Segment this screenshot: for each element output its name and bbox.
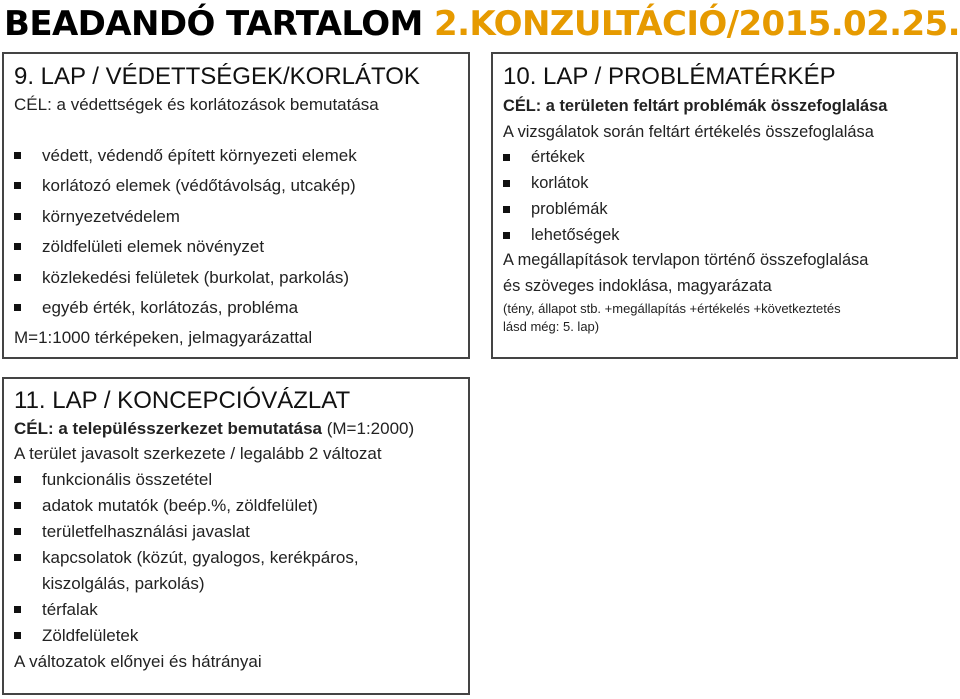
list-item: zöldfelületi elemek növényzet bbox=[14, 232, 468, 262]
sheet-10-note-2: lásd még: 5. lap) bbox=[503, 318, 600, 334]
list-item: területfelhasználási javaslat bbox=[14, 519, 468, 545]
sheet-10-list bbox=[503, 145, 956, 248]
sheet-10-summary-line-1: A megállapítások tervlapon történő összefoglalása bbox=[503, 251, 869, 270]
sheet-10-goal bbox=[503, 94, 956, 120]
slide-title bbox=[4, 0, 960, 48]
sheet-9-box bbox=[2, 52, 470, 359]
list-item: lehetőségek bbox=[503, 223, 956, 249]
sheet-9-goal: CÉL: a védettségek és korlátozások bemutatása bbox=[14, 95, 379, 114]
sheet-11-list bbox=[14, 467, 468, 649]
list-item: kapcsolatok (közút, gyalogos, kerékpáros, kiszolgálás, parkolás) bbox=[14, 545, 422, 597]
sheet-10-box bbox=[491, 52, 958, 359]
sheet-10-heading: 10. LAP / PROBLÉMATÉRKÉP bbox=[503, 63, 836, 90]
sheet-11-goal-scale: (M=1:2000) bbox=[322, 419, 415, 438]
list-item: közlekedési felületek (burkolat, parkolás) bbox=[14, 263, 468, 293]
list-item: korlátozó elemek (védőtávolság, utcakép) bbox=[14, 171, 468, 201]
list-item: védett, védendő épített környezeti elemek bbox=[14, 141, 468, 171]
sheet-10-note-1: (tény, állapot stb. +megállapítás +értékelés +következtetés bbox=[503, 300, 841, 316]
list-item: környezetvédelem bbox=[14, 202, 468, 232]
sheet-9-heading: 9. LAP / VÉDETTSÉGEK/KORLÁTOK bbox=[14, 63, 420, 90]
list-item: problémák bbox=[503, 197, 956, 223]
sheet-11-intro: A terület javasolt szerkezete / legalább 2 változat bbox=[14, 444, 382, 463]
sheet-11-goal-bold: CÉL: a településszerkezet bemutatása bbox=[14, 419, 323, 438]
sheet-11-footer: A változatok előnyei és hátrányai bbox=[14, 652, 262, 671]
sheet-10-goal-text: CÉL: a területen feltárt problémák összefoglalása bbox=[503, 97, 888, 115]
sheet-10-summary-line-2: és szöveges indoklása, magyarázata bbox=[503, 276, 772, 295]
sheet-10-intro: A vizsgálatok során feltárt értékelés összefoglalása bbox=[503, 122, 874, 141]
list-item: Zöldfelületek bbox=[14, 623, 468, 649]
sheet-9-footer: M=1:1000 térképeken, jelmagyarázattal bbox=[14, 328, 313, 348]
list-item: egyéb érték, korlátozás, probléma bbox=[14, 293, 468, 323]
list-item: térfalak bbox=[14, 597, 468, 623]
slide-title-main: BEADANDÓ TARTALOM bbox=[4, 4, 423, 44]
list-item: adatok mutatók (beép.%, zöldfelület) bbox=[14, 493, 468, 519]
sheet-11-box bbox=[2, 377, 470, 695]
list-item: funkcionális összetétel bbox=[14, 467, 468, 493]
sheet-11-goal bbox=[14, 416, 468, 441]
sheet-11-heading: 11. LAP / KONCEPCIÓVÁZLAT bbox=[14, 387, 351, 414]
sheet-9-list bbox=[14, 141, 468, 323]
slide-title-date: 2.KONZULTÁCIÓ/2015.02.25. bbox=[434, 4, 960, 44]
list-item: értékek bbox=[503, 145, 956, 171]
list-item: korlátok bbox=[503, 171, 956, 197]
